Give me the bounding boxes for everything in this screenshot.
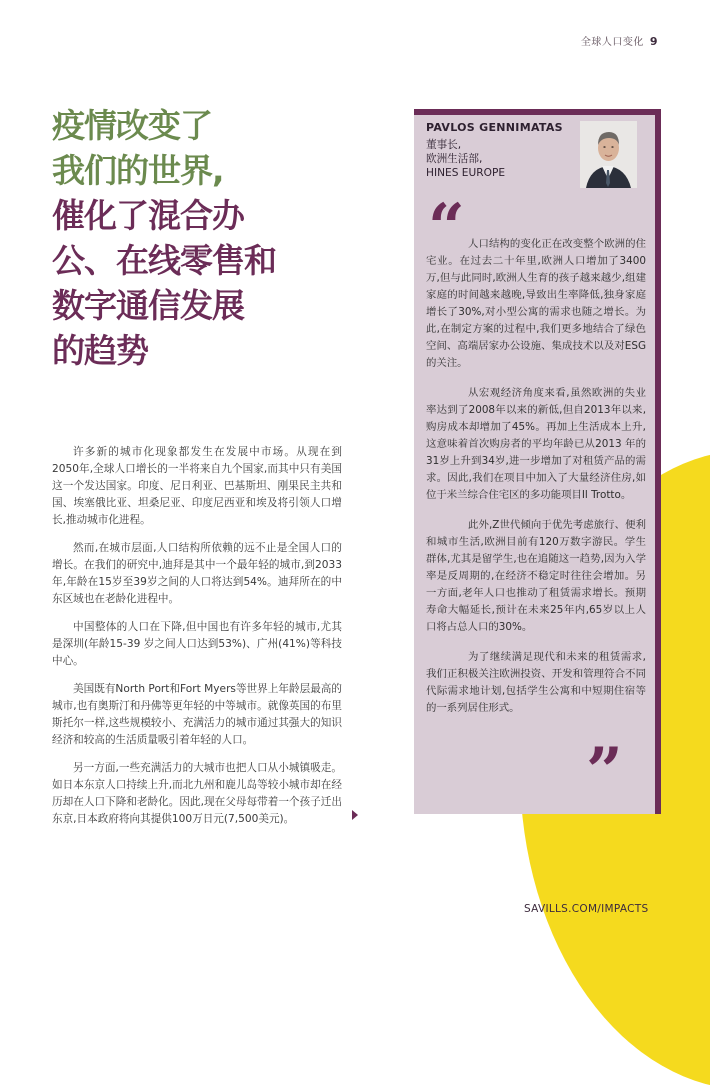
title-line: 公、在线零售和 xyxy=(52,241,276,280)
body-paragraph: 另一方面,一些充满活力的大城市也把人口从小城镇吸走。如日本东京人口持续上升,而北九州和鹿儿岛等较小城市却在经历却在人口下降和老龄化。因此,现在父母每带着一个孩子迁出东京,日本政府将向其提供100万日元(7,500美元)。 xyxy=(52,762,342,825)
open-quote-mark: “ xyxy=(428,190,465,265)
page-header xyxy=(581,33,658,48)
title-line: 我们的世界, xyxy=(52,151,224,190)
body-text xyxy=(52,444,342,839)
body-paragraph: 然而,在城市层面,人口结构所依赖的远不止是全国人口的增长。在我们的研究中,迪拜是其中一个最年轻的城市,到2033年,年龄在15岁至39岁之间的人口将达到54%。迪拜所在的中东区域也在老龄化进程中。 xyxy=(52,542,342,605)
speaker-role xyxy=(426,138,505,180)
quote-paragraph: 此外,Z世代倾向于优先考虑旅行、便利和城市生活,欧洲目前有120万数字游民。学生群体,尤其是留学生,也在追随这一趋势,因为入学率是反周期的,在经济不稳定时往往会增加。另一方面,老年人口也推动了租赁需求增长。预期寿命大幅延长,预计在未来25年内,65岁以上人口将占总人口的30%。 xyxy=(426,519,646,633)
speaker-name: PAVLOS GENNIMATAS xyxy=(426,121,563,134)
title-line: 催化了混合办 xyxy=(52,196,244,235)
close-quote-mark: ” xyxy=(586,734,623,809)
title-line: 的趋势 xyxy=(52,331,148,370)
title-line: 数字通信发展 xyxy=(52,286,244,325)
quote-paragraph: 为了继续满足现代和未来的租赁需求,我们正积极关注欧洲投资、开发和管理符合不同代际需求地计划,包括学生公寓和中短期住宿等的一系列居住形式。 xyxy=(426,651,646,714)
footer-url[interactable]: SAVILLS.COM/IMPACTS xyxy=(524,903,649,915)
quote-text xyxy=(426,236,646,730)
page-title xyxy=(52,103,372,373)
quote-paragraph: 从宏观经济角度来看,虽然欧洲的失业率达到了2008年以来的新低,但自2013年以来,购房成本却增加了45%。再加上生活成本上升,这意味着首次购房者的平均年龄已从2013 年的31岁上升到34岁,进一步增加了对租赁产品的需求。因此,我们在项目中加入了大量经济住房,如位于米兰综合住宅区的多功能项目Il Trotto。 xyxy=(426,387,646,501)
quote-panel-side-bar xyxy=(655,109,661,814)
body-paragraph: 许多新的城市化现象都发生在发展中市场。从现在到2050年,全球人口增长的一半将来自九个国家,而其中只有美国这一个发达国家。印度、尼日利亚、巴基斯坦、刚果民主共和国、埃塞俄比亚、坦桑尼亚、印度尼西亚和埃及将引领人口增长,推动城市化进程。 xyxy=(52,446,342,526)
body-paragraph: 中国整体的人口在下降,但中国也有许多年轻的城市,尤其是深圳(年龄15-39 岁之间人口达到53%)、广州(41%)等科技中心。 xyxy=(52,621,342,667)
speaker-role-line: 欧洲生活部, xyxy=(426,153,483,165)
section-title: 全球人口变化 xyxy=(580,37,644,48)
quote-paragraph: 人口结构的变化正在改变整个欧洲的住宅业。在过去二十年里,欧洲人口增加了3400万,但与此同时,欧洲人生育的孩子越来越少,组建家庭的时间越来越晚,导致出生率降低,独身家庭增长了30%,对小型公寓的需求也随之增长。为此,在制定方案的过程中,我们更多地结合了绿色空间、高端居家办公设施、集成技术以及对ESG的关注。 xyxy=(426,238,646,369)
quote-panel-top-bar xyxy=(414,109,655,115)
continue-arrow-icon xyxy=(352,810,358,820)
page-number: 9 xyxy=(649,35,658,48)
speaker-role-line: 董事长, xyxy=(426,139,462,151)
speaker-photo xyxy=(580,121,637,188)
title-line: 疫情改变了 xyxy=(52,106,212,145)
body-paragraph: 美国既有North Port和Fort Myers等世界上年龄层最高的城市,也有奥斯汀和丹佛等更年轻的中等城市。就像英国的布里斯托尔一样,这些规模较小、充满活力的城市通过其强大的知识经济和较高的生活质量吸引着年轻的人口。 xyxy=(52,683,342,746)
speaker-role-line: HINES EUROPE xyxy=(426,167,506,179)
